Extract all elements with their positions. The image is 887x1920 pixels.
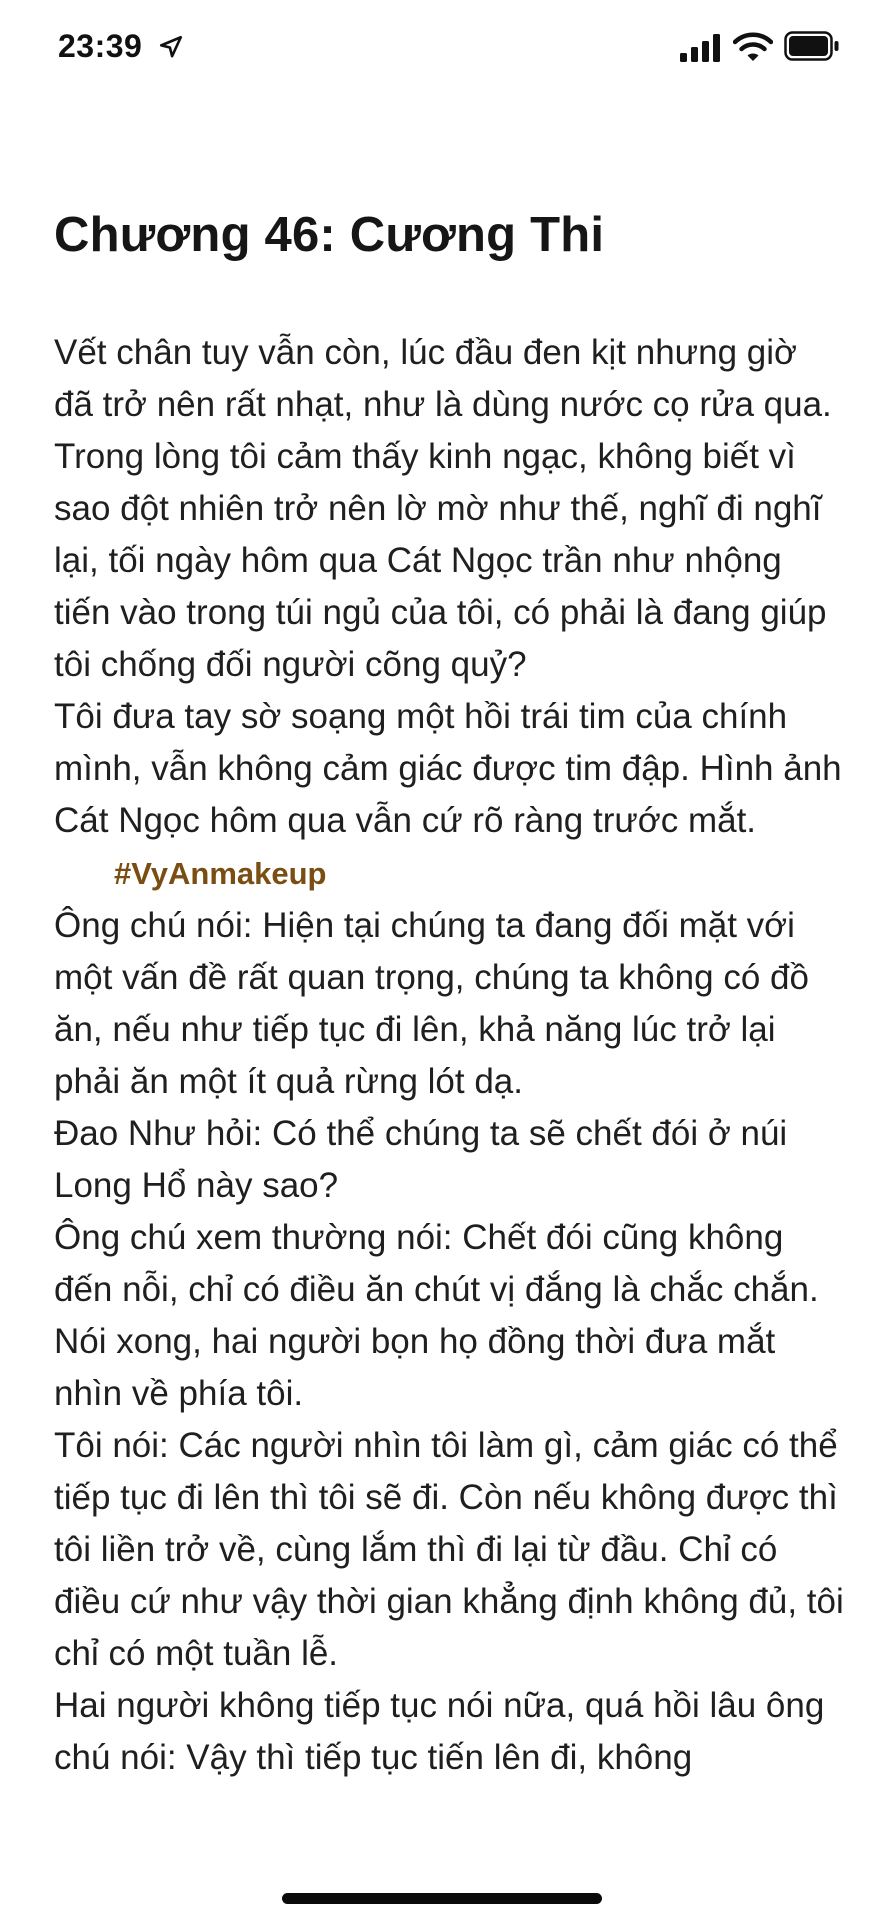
paragraph: Nói xong, hai người bọn họ đồng thời đưa mắt nhìn về phía tôi. — [54, 1322, 776, 1413]
paragraph: Vết chân tuy vẫn còn, lúc đầu đen kịt nhưng giờ đã trở nên rất nhạt, như là dùng nước cọ rửa qua. — [54, 333, 832, 424]
chapter-body — [54, 327, 844, 1784]
chapter-title: Chương 46: Cương Thi — [54, 208, 605, 262]
paragraph: Ông chú nói: Hiện tại chúng ta đang đối mặt với một vấn đề rất quan trọng, chúng ta không có đồ ăn, nếu như tiếp tục đi lên, khả năng lúc trở lại phải ăn một ít quả rừng lót dạ. — [54, 906, 809, 1101]
location-arrow-icon — [158, 34, 184, 60]
battery-icon — [784, 31, 840, 61]
home-indicator[interactable] — [282, 1893, 602, 1904]
paragraph: Đao Như hỏi: Có thể chúng ta sẽ chết đói ở núi Long Hổ này sao? — [54, 1114, 788, 1205]
paragraph-text: Tôi đưa tay sờ soạng một hồi trái tim của chính mình, vẫn không cảm giác được tim đập. Hình ảnh Cát Ngọc hôm qua vẫn cứ rõ ràng trước mắt. — [54, 697, 842, 840]
reader-content — [54, 205, 844, 1784]
wifi-icon — [733, 31, 773, 63]
paragraph: Tôi nói: Các người nhìn tôi làm gì, cảm giác có thể tiếp tục đi lên thì tôi sẽ đi. Còn nếu không được thì tôi liền trở về, cùng lắm thì đi lại từ đầu. Chỉ có điều cứ như vậy thời gian khẳng định không đủ, tôi chỉ có một tuần lễ. — [54, 1426, 844, 1673]
paragraph-with-watermark — [54, 691, 844, 900]
paragraph: Ông chú xem thường nói: Chết đói cũng không đến nỗi, chỉ có điều ăn chút vị đắng là chắc chắn. — [54, 1218, 819, 1309]
cellular-signal-icon — [680, 34, 722, 62]
status-time: 23:39 — [58, 28, 143, 64]
watermark: #VyAnmakeup — [114, 856, 327, 891]
paragraph: Trong lòng tôi cảm thấy kinh ngạc, không biết vì sao đột nhiên trở nên lờ mờ như thế, nghĩ đi nghĩ lại, tối ngày hôm qua Cát Ngọc trần như nhộng tiến vào trong túi ngủ của tôi, có phải là đang giúp tôi chống đối người cõng quỷ? — [54, 437, 827, 684]
paragraph: Hai người không tiếp tục nói nữa, quá hồi lâu ông chú nói: Vậy thì tiếp tục tiến lên đi, không — [54, 1686, 825, 1777]
status-bar — [0, 0, 887, 100]
